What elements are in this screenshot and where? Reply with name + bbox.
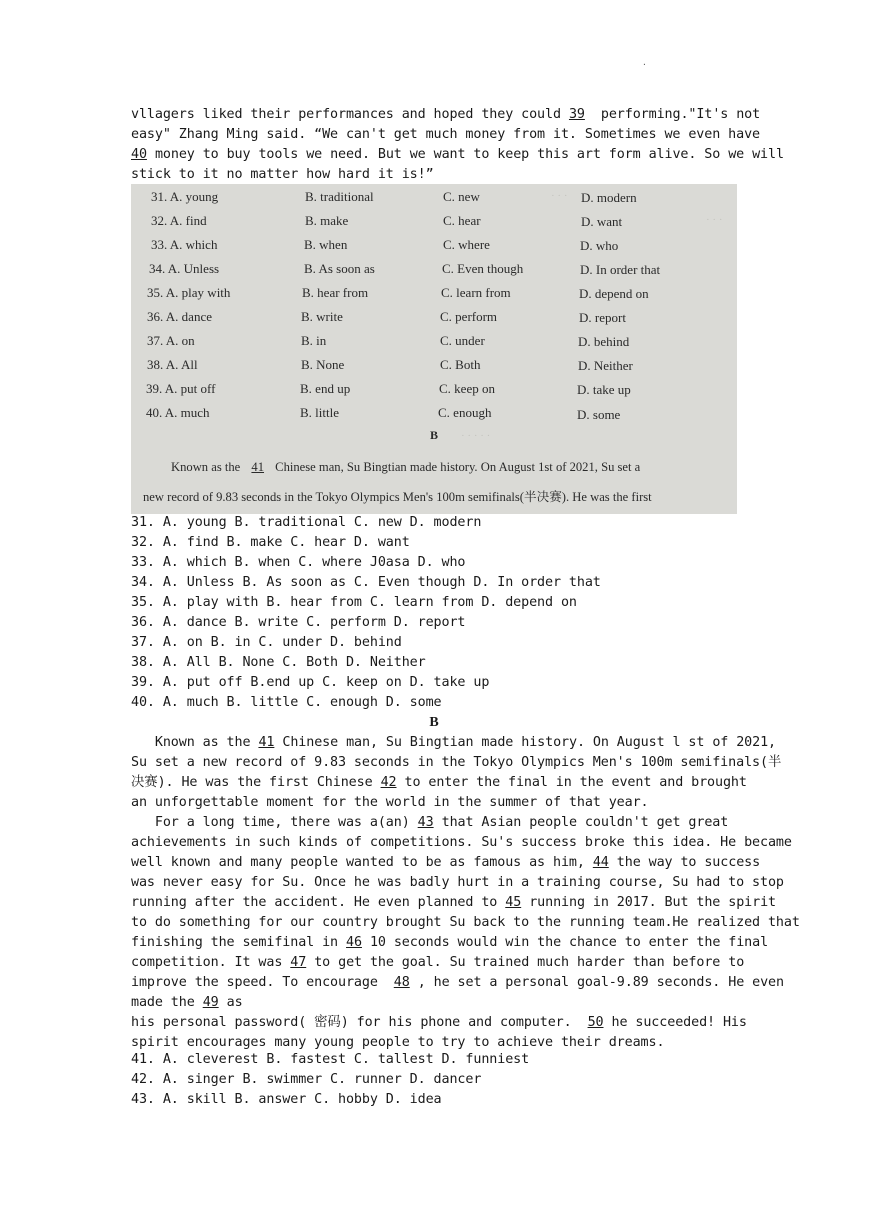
page-mark: .: [642, 58, 647, 67]
photo-option: 35. A. play with: [147, 285, 231, 300]
option-line: 39. A. put off B.end up C. keep on D. take up: [131, 675, 490, 690]
text-line: competition. It was 47 to get the goal. Su trained much harder than before to: [131, 955, 745, 970]
option-line: 43. A. skill B. answer C. hobby D. idea: [131, 1092, 442, 1107]
text-line: made the 49 as: [131, 995, 243, 1010]
intro-paragraph: [131, 105, 784, 185]
option-line: 32. A. find B. make C. hear D. want: [131, 535, 410, 550]
text-line: improve the speed. To encourage 48 , he set a personal goal-9.89 seconds. He even: [131, 975, 784, 990]
text-line: Known as the 41 Chinese man, Su Bingtian made history. On August l st of 2021,: [131, 735, 777, 750]
scanned-options-photo: · · · · · · 31. A. young B. traditional C. new D. modern 32. A. find B. make C. hear D. want 33. A. which B. when C. where D. who 34. A. Unless B. As soon as C. Even though D. In order that 35. A. play with B. hear from C. learn from D. depend on 36. A. dance B. write C. perform D. report 37. A. on B. in C. under D. behind 38. A. All B. None C. Both D. Neither 39. A. put off B. end up C. keep on D. take up 40. A. much B. little C. enough D. some · · · · · B Known as the 41 Chinese man, Su Bingtian made history. On August 1st of 2021, Su set a new record of 9.83 seconds in the Tokyo Olympics Men's 100m semifinals(半决赛). He was the first: [131, 184, 737, 514]
text-line: Su set a new record of 9.83 seconds in the Tokyo Olympics Men's 100m semifinals(半: [131, 755, 782, 770]
photo-option: B. little: [300, 405, 339, 420]
option-line: 36. A. dance B. write C. perform D. report: [131, 615, 466, 630]
photo-option: D. take up: [577, 382, 631, 397]
text-line: finishing the semifinal in 46 10 seconds would win the chance to enter the final: [131, 935, 769, 950]
photo-option: D. In order that: [580, 262, 661, 277]
photo-option: C. new: [443, 189, 480, 204]
text-line: spirit encourages many young people to try to achieve their dreams.: [131, 1035, 665, 1050]
photo-option: C. learn from: [441, 285, 511, 300]
photo-option: B. None: [301, 357, 345, 372]
answer-blank: 48: [393, 975, 410, 990]
text-line: 决赛). He was the first Chinese 42 to enter the final in the event and brought: [131, 775, 747, 790]
option-line: 37. A. on B. in C. under D. behind: [131, 635, 402, 650]
photo-option: D. report: [579, 310, 626, 325]
photo-option: D. Neither: [578, 358, 633, 373]
text-line: 40 money to buy tools we need. But we want to keep this art form alive. So we will: [131, 147, 784, 162]
photo-option: 37. A. on: [147, 333, 195, 348]
photo-section-heading: B: [429, 428, 438, 442]
passage-b: [131, 733, 800, 1053]
photo-option: B. write: [301, 309, 343, 324]
photo-option: B. when: [304, 237, 348, 252]
answer-blank: 42: [380, 775, 397, 790]
photo-option: 38. A. All: [147, 357, 198, 372]
answer-blank: 44: [592, 855, 609, 870]
photo-option: C. hear: [443, 213, 481, 228]
photo-option: 32. A. find: [151, 213, 207, 228]
answer-blank: 43: [417, 815, 434, 830]
answer-blank: 39: [568, 107, 585, 122]
answer-blank: 45: [505, 895, 522, 910]
photo-option: C. keep on: [439, 381, 495, 396]
photo-option: D. want: [581, 214, 623, 229]
photo-option: C. perform: [440, 309, 498, 324]
photo-option: C. enough: [438, 405, 492, 420]
photo-option: C. Both: [440, 357, 481, 372]
option-line: 38. A. All B. None C. Both D. Neither: [131, 655, 426, 670]
options-list-2: [131, 1050, 737, 1110]
photo-option: C. under: [440, 333, 485, 348]
photo-option: 36. A. dance: [147, 309, 212, 324]
photo-option: B. end up: [300, 381, 351, 396]
photo-option: B. in: [301, 333, 327, 348]
option-line: 34. A. Unless B. As soon as C. Even though D. In order that: [131, 575, 601, 590]
text-line: achievements in such kinds of competitions. Su's success broke this idea. He became: [131, 835, 792, 850]
option-line: 40. A. much B. little C. enough D. some: [131, 695, 442, 710]
option-line: 42. A. singer B. swimmer C. runner D. dancer: [131, 1072, 482, 1087]
answer-blank: 47: [290, 955, 307, 970]
text-line: running after the accident. He even planned to 45 running in 2017. But the spirit: [131, 895, 777, 910]
photo-option: 33. A. which: [151, 237, 218, 252]
photo-paragraph-line: new record of 9.83 seconds in the Tokyo Olympics Men's 100m semifinals(半决赛). He was the first: [143, 490, 652, 504]
text-line: vllagers liked their performances and hoped they could 39 performing."It's not: [131, 107, 761, 122]
section-heading: B: [429, 715, 439, 730]
photo-option: B. traditional: [305, 189, 374, 204]
photo-option: C. Even though: [442, 261, 524, 276]
text-line: easy" Zhang Ming said. “We can't get much money from it. Sometimes we even have: [131, 127, 760, 142]
text-line: his personal password( 密码) for his phone and computer. 50 he succeeded! His: [131, 1015, 747, 1030]
answer-blank: 40: [131, 147, 147, 162]
text-line: stick to it no matter how hard it is!”: [131, 167, 434, 182]
photo-option: 34. A. Unless: [149, 261, 220, 276]
photo-option: D. depend on: [579, 286, 649, 301]
text-line: well known and many people wanted to be as famous as him, 44 the way to success: [131, 855, 761, 870]
photo-option: D. behind: [578, 334, 630, 349]
text-line: to do something for our country brought Su back to the running team.He realized that: [131, 915, 800, 930]
text-line: an unforgettable moment for the world in the summer of that year.: [131, 795, 649, 810]
answer-blank: 49: [202, 995, 219, 1010]
option-line: 31. A. young B. traditional C. new D. modern: [131, 515, 482, 530]
option-line: 35. A. play with B. hear from C. learn from D. depend on: [131, 595, 577, 610]
option-line: 33. A. which B. when C. where J0asa D. who: [131, 555, 466, 570]
photo-option: B. make: [305, 213, 349, 228]
photo-option: 31. A. young: [151, 189, 219, 204]
text-line: For a long time, there was a(an) 43 that Asian people couldn't get great: [131, 815, 729, 830]
answer-blank: 41: [251, 460, 265, 474]
text-line: was never easy for Su. Once he was badly hurt in a training course, Su had to stop: [131, 875, 784, 890]
option-line: 41. A. cleverest B. fastest C. tallest D. funniest: [131, 1052, 530, 1067]
answer-blank: 41: [258, 735, 275, 750]
answer-blank: 50: [587, 1015, 604, 1030]
photo-option: D. who: [580, 238, 619, 253]
options-list: [131, 513, 737, 733]
photo-option: D. some: [577, 407, 621, 422]
answer-blank: 46: [346, 935, 362, 950]
photo-option: 40. A. much: [146, 405, 210, 420]
photo-option: B. As soon as: [304, 261, 375, 276]
photo-option: 39. A. put off: [146, 381, 216, 396]
photo-option: B. hear from: [302, 285, 369, 300]
photo-option: C. where: [443, 237, 490, 252]
photo-option: D. modern: [581, 190, 637, 205]
photo-paragraph-line: Known as the 41 Chinese man, Su Bingtian made history. On August 1st of 2021, Su set a: [171, 460, 641, 474]
